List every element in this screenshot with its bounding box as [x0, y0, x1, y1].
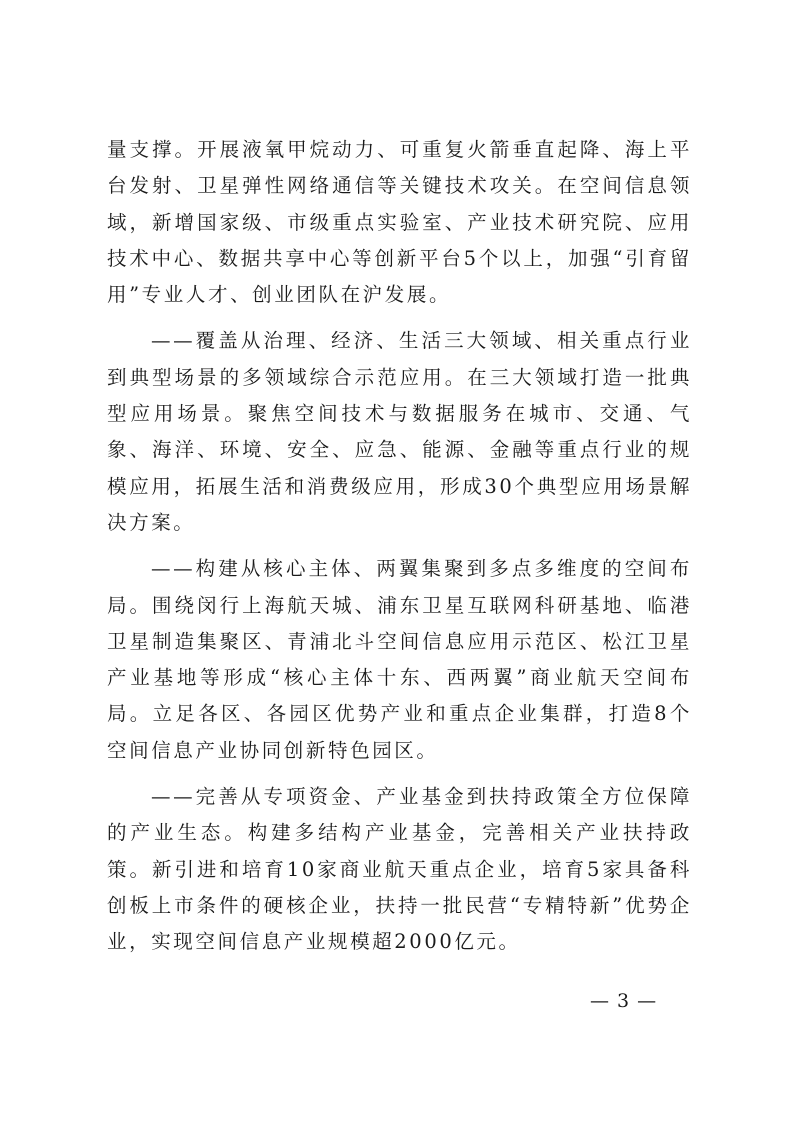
body-text: [107, 132, 692, 961]
paragraph-4: ——完善从专项资金、产业基金到扶持政策全方位保障的产业生态。构建多结构产业基金，完善相关产业扶持政策。新引进和培育10家商业航天重点企业，培育5家具备科创板上市条件的硬核企业，扶持一批民营“专精特新”优势企业，实现空间信息产业规模超2000亿元。: [107, 785, 692, 954]
paragraph-3: ——构建从核心主体、两翼集聚到多点多维度的空间布局。围绕闵行上海航天城、浦东卫星互联网科研基地、临港卫星制造集聚区、青浦北斗空间信息应用示范区、松江卫星产业基地等形成“核心主体十东、西两翼”商业航天空间布局。立足各区、各园区优势产业和重点企业集群，打造8个空间信息产业协同创新特色园区。: [107, 557, 692, 762]
page-number: — 3 —: [590, 990, 658, 1012]
paragraph-1: 量支撑。开展液氧甲烷动力、可重复火箭垂直起降、海上平台发射、卫星弹性网络通信等关键技术攻关。在空间信息领域，新增国家级、市级重点实验室、产业技术研究院、应用技术中心、数据共享中心等创新平台5个以上，加强“引育留用”专业人才、创业团队在沪发展。: [107, 138, 692, 307]
paragraph-2: ——覆盖从治理、经济、生活三大领域、相关重点行业到典型场景的多领域综合示范应用。在三大领域打造一批典型应用场景。聚焦空间技术与数据服务在城市、交通、气象、海洋、环境、安全、应急、能源、金融等重点行业的规模应用，拓展生活和消费级应用，形成30个典型应用场景解决方案。: [107, 329, 692, 534]
